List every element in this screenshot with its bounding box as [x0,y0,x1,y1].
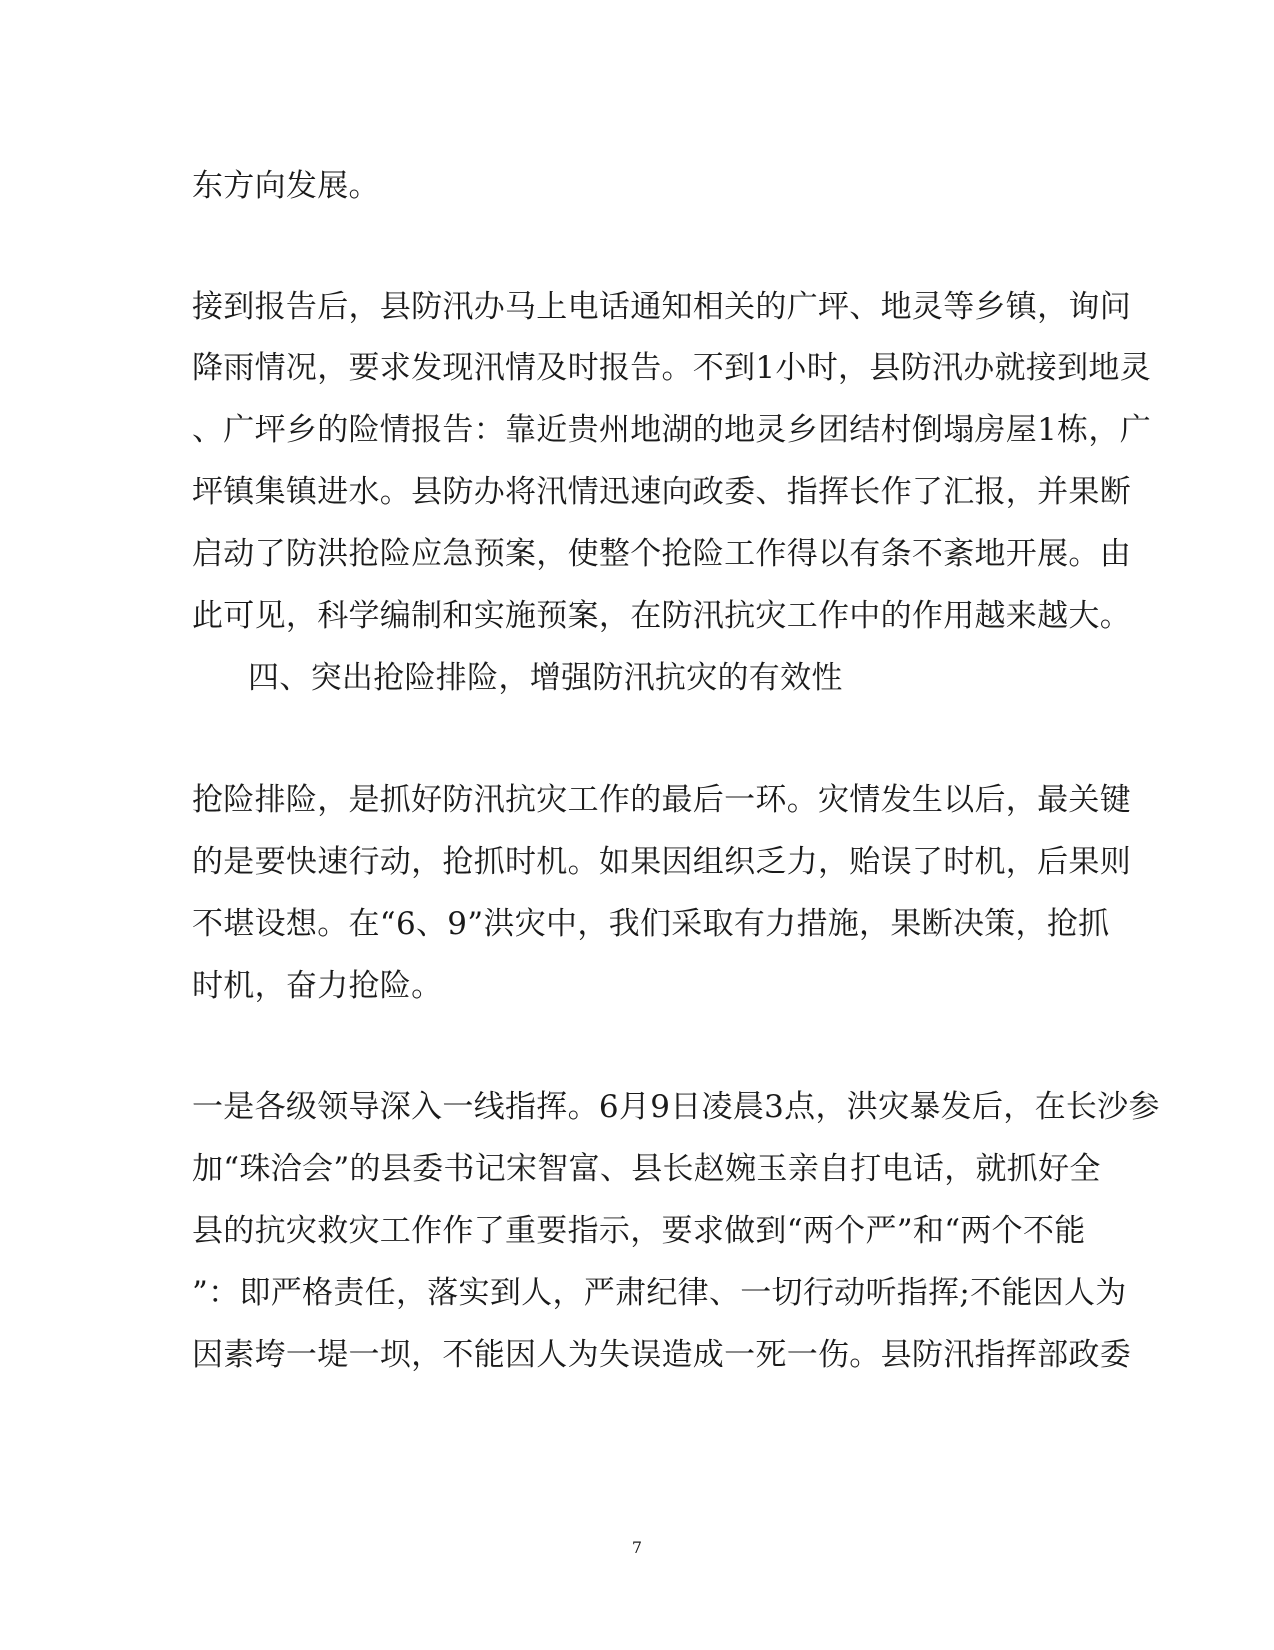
text-line: 加“珠洽会”的县委书记宋智富、县长赵婉玉亲自打电话，就抓好全 [192,1151,1101,1187]
text-line: 此可见，科学编制和实施预案，在防汛抗灾工作中的作用越来越大。 [192,598,1131,634]
text-line: 时机，奋力抢险。 [192,968,443,1004]
text-line: 降雨情况，要求发现汛情及时报告。不到1小时，县防汛办就接到地灵 [192,350,1152,386]
text-line: 的是要快速行动，抢抓时机。如果因组织乏力，贻误了时机，后果则 [192,844,1131,880]
text-line: 一是各级领导深入一线指挥。6月9日凌晨3点，洪灾暴发后，在长沙参 [192,1089,1160,1125]
section-heading: 四、突出抢险排险，增强防汛抗灾的有效性 [248,660,843,696]
page-number: 7 [631,1538,643,1557]
text-line: 不堪设想。在“6、9”洪灾中，我们采取有力措施，果断决策，抢抓 [192,906,1110,942]
text-line: 东方向发展。 [192,168,380,204]
text-line: 因素垮一堤一坝，不能因人为失误造成一死一伤。县防汛指挥部政委 [192,1337,1131,1373]
text-line: 接到报告后，县防汛办马上电话通知相关的广坪、地灵等乡镇，询问 [192,289,1131,325]
text-line: 抢险排险，是抓好防汛抗灾工作的最后一环。灾情发生以后，最关键 [192,782,1131,818]
text-line: 县的抗灾救灾工作作了重要指示，要求做到“两个严”和“两个不能 [192,1213,1086,1249]
text-line: 、广坪乡的险情报告：靠近贵州地湖的地灵乡团结村倒塌房屋1栋，广 [192,412,1152,448]
text-line: 启动了防洪抢险应急预案，使整个抢险工作得以有条不紊地开展。由 [192,536,1131,572]
text-line: 坪镇集镇进水。县防办将汛情迅速向政委、指挥长作了汇报，并果断 [192,474,1131,510]
text-line: ”：即严格责任，落实到人，严肃纪律、一切行动听指挥;不能因人为 [192,1275,1127,1311]
